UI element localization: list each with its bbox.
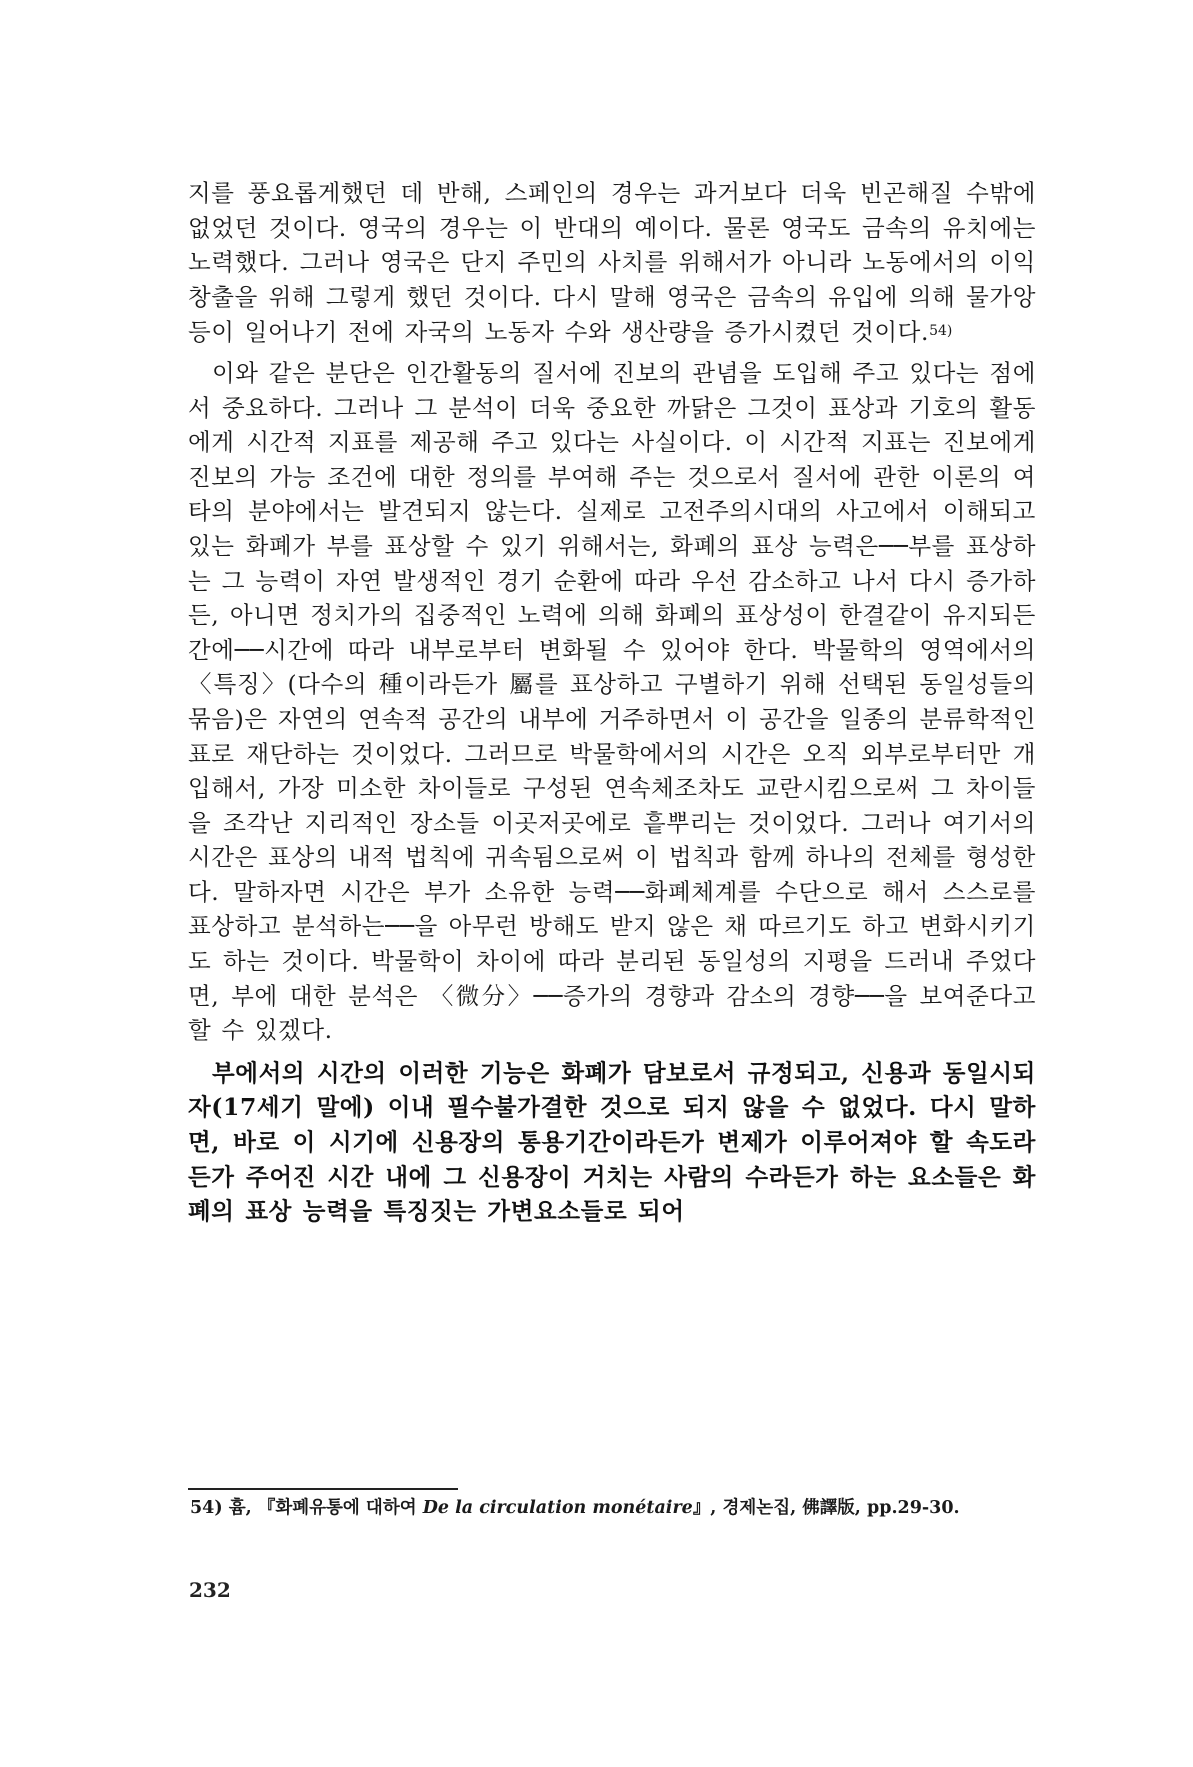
footnote-reference: 54) <box>929 323 953 340</box>
footnote-prefix: 54) 흄, 『화폐유통에 대하여 <box>190 1498 423 1518</box>
page-number: 232 <box>189 1578 231 1602</box>
footnote-title: De la circulation monétaire <box>422 1498 693 1518</box>
footnote-divider <box>188 1488 458 1490</box>
footnote <box>190 1494 1036 1522</box>
paragraph-1 <box>188 176 1036 350</box>
paragraph-1-text: 지를 풍요롭게했던 데 반해, 스페인의 경우는 과거보다 더욱 빈곤해질 수밖에 없었던 것이다. 영국의 경우는 이 반대의 예이다. 물론 영국도 금속의 유치에는 노력했다. 그러나 영국은 단지 주민의 사치를 위해서가 아니라 노동에서의 이익 창출을 위해 그렇게 했던 것이다. 다시 말해 영국은 금속의 유입에 의해 물가앙등이 일어나기 전에 자국의 노동자 수와 생산량을 증가시켰던 것이다. <box>188 179 1036 347</box>
paragraph-2: 이와 같은 분단은 인간활동의 질서에 진보의 관념을 도입해 주고 있다는 점에서 중요하다. 그러나 그 분석이 더욱 중요한 까닭은 그것이 표상과 기호의 활동에게 시간적 지표를 제공해 주고 있다는 사실이다. 이 시간적 지표는 진보에게 진보의 가능 조건에 대한 정의를 부여해 주는 것으로서 질서에 관한 이론의 여타의 분야에서는 발견되지 않는다. 실제로 고전주의시대의 사고에서 이해되고 있는 화폐가 부를 표상할 수 있기 위해서는, 화폐의 표상 능력은──부를 표상하는 그 능력이 자연 발생적인 경기 순환에 따라 우선 감소하고 나서 다시 증가하든, 아니면 정치가의 집중적인 노력에 의해 화폐의 표상성이 한결같이 유지되든간에──시간에 따라 내부로부터 변화될 수 있어야 한다. 박물학의 영역에서의 〈특징〉(다수의 種이라든가 屬를 표상하고 구별하기 위해 선택된 동일성들의 묶음)은 자연의 연속적 공간의 내부에 거주하면서 이 공간을 일종의 분류학적인 표로 재단하는 것이었다. 그러므로 박물학에서의 시간은 오직 외부로부터만 개입해서, 가장 미소한 차이들로 구성된 연속체조차도 교란시킴으로써 그 차이들을 조각난 지리적인 장소들 이곳저곳에로 흩뿌리는 것이었다. 그러나 여기서의 시간은 표상의 내적 법칙에 귀속됨으로써 이 법칙과 함께 하나의 전체를 형성한다. 말하자면 시간은 부가 소유한 능력──화폐체계를 수단으로 해서 스스로를 표상하고 분석하는──을 아무런 방해도 받지 않은 채 따르기도 하고 변화시키기도 하는 것이다. 박물학이 차이에 따라 분리된 동일성의 지평을 드러내 주었다면, 부에 대한 분석은 〈微分〉──증가의 경향과 감소의 경향──을 보여준다고 할 수 있겠다. <box>188 358 1036 1045</box>
footnote-suffix: 』, 경제논집, 佛譯版, pp.29-30. <box>692 1498 960 1518</box>
paragraph-3: 부에서의 시간의 이러한 기능은 화폐가 담보로서 규정되고, 신용과 동일시되자(17세기 말에) 이내 필수불가결한 것으로 되지 않을 수 없었다. 다시 말하면, 바로 이 시기에 신용장의 통용기간이라든가 변제가 이루어져야 할 속도라든가 주어진 시간 내에 그 신용장이 거치는 사람의 수라든가 하는 요소들은 화폐의 표상 능력을 특징짓는 가변요소들로 되어 <box>188 1058 1036 1226</box>
body-text <box>188 176 1036 1229</box>
